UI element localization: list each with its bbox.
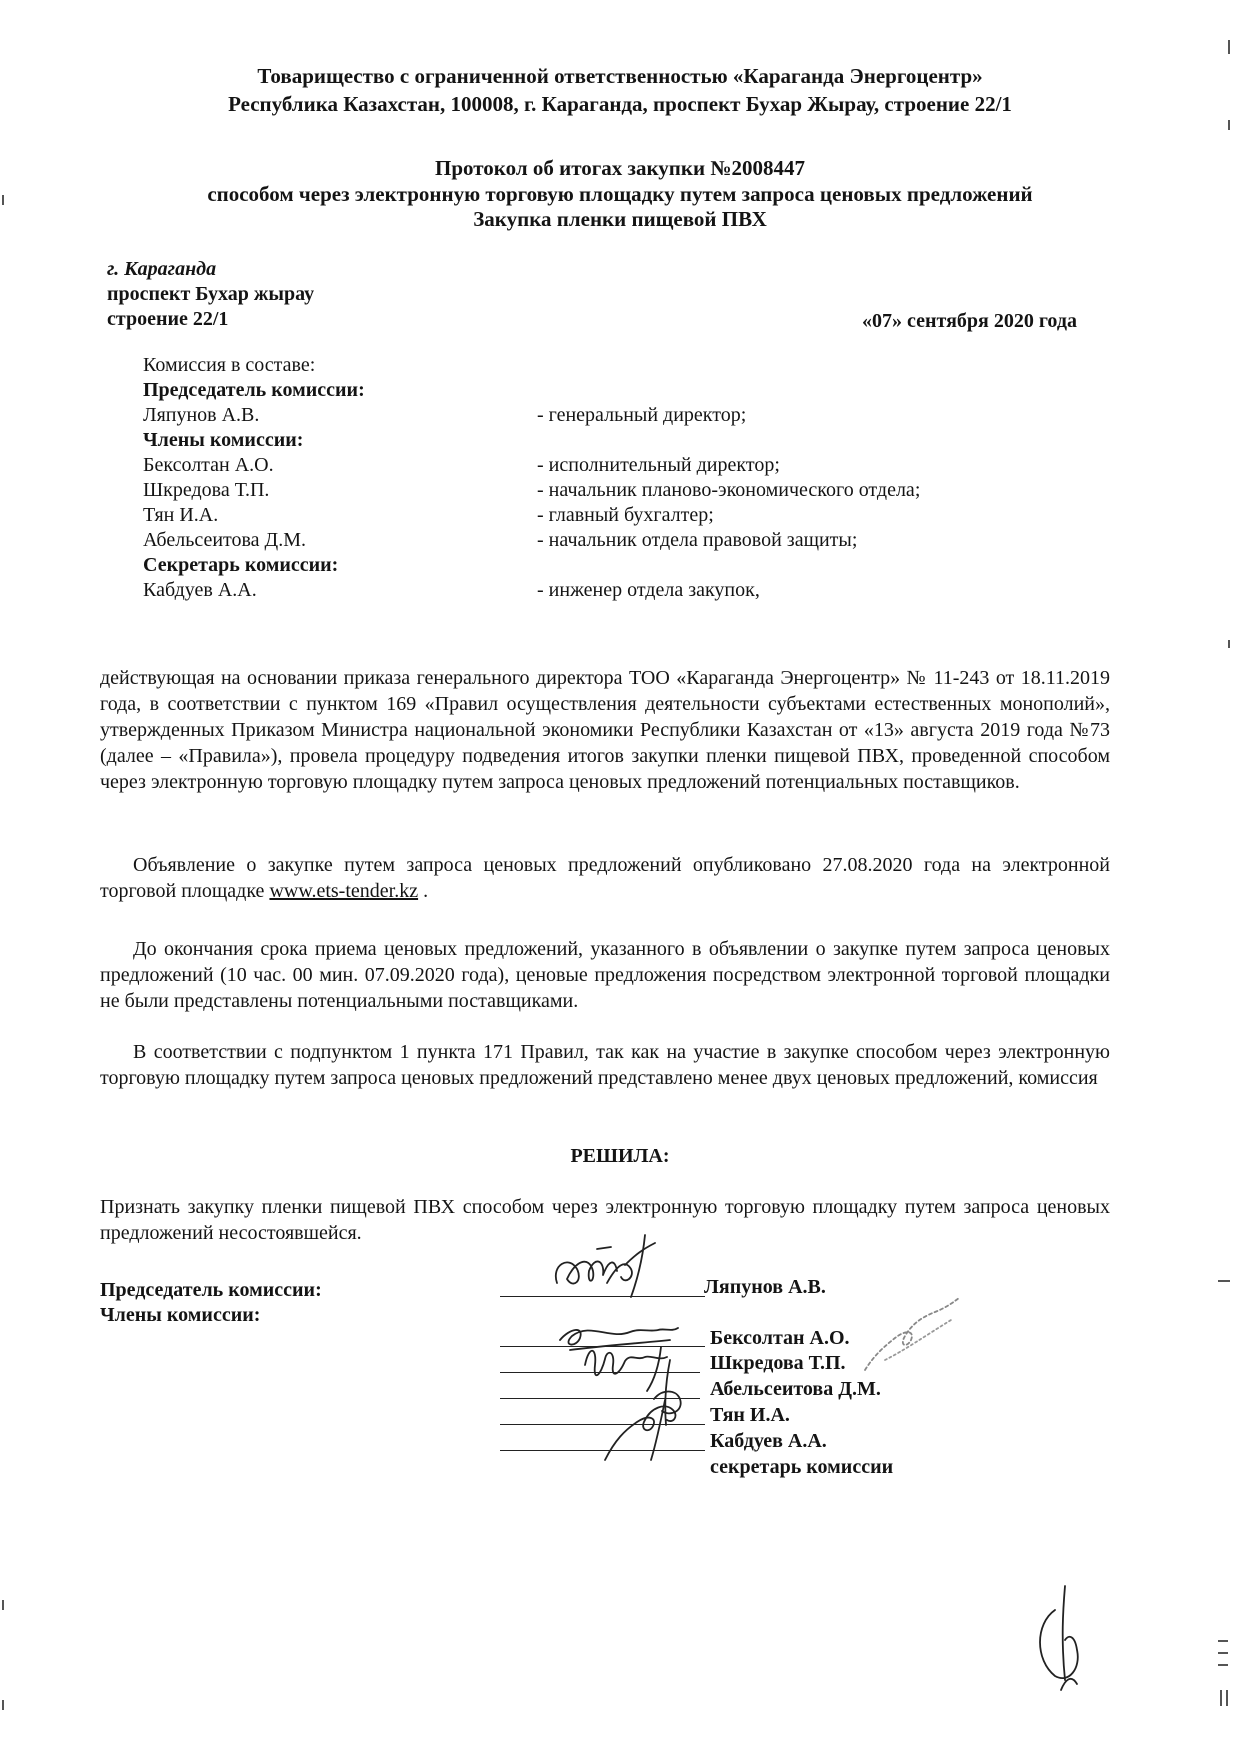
ets-tender-link[interactable]: www.ets-tender.kz: [269, 880, 419, 902]
scan-mark: [1218, 1652, 1228, 1654]
signature-member-name: Кабдуев А.А.: [710, 1430, 827, 1452]
scan-mark: [1228, 120, 1230, 130]
scan-mark: [1218, 1640, 1228, 1642]
initials-handwritten: [1025, 1580, 1095, 1700]
signature-member-name: Шкредова Т.П.: [710, 1352, 846, 1374]
chair-name: Ляпунов А.В.: [143, 404, 260, 426]
paragraph-deadline: [100, 936, 1110, 1014]
announcement-end: .: [418, 880, 429, 902]
document-date: «07» сентября 2020 года: [862, 310, 1077, 332]
scan-mark: [1228, 640, 1230, 648]
procurement-subject: Закупка пленки пищевой ПВХ: [473, 207, 767, 231]
secretary-name: Кабдуев А.А.: [143, 579, 257, 601]
member-name: Бексолтан А.О.: [143, 454, 274, 476]
document-subtitle: способом через электронную торговую площадку путем запроса ценовых предложений: [207, 182, 1033, 206]
organization-address: Республика Казахстан, 100008, г. Караганда, проспект Бухар Жырау, строение 22/1: [228, 92, 1012, 116]
decision-heading: РЕШИЛА:: [570, 1145, 670, 1167]
commission-intro: Комиссия в составе:: [143, 354, 316, 376]
member-name: Тян И.А.: [143, 504, 219, 526]
rule-text: В соответствии с подпунктом 1 пункта 171 Правил, так как на участие в закупке способом через электронную торговую площадку путем запроса ценовых предложений представлено менее двух ценовых предложений, комиссия: [100, 1041, 1110, 1089]
organization-name: Товарищество с ограниченной ответственностью «Караганда Энергоцентр»: [257, 64, 983, 88]
member-role: - исполнительный директор;: [537, 454, 780, 476]
signature-faint-handwritten: [855, 1290, 965, 1380]
paragraph-basis-text: действующая на основании приказа генерального директора ТОО «Караганда Энергоцентр» № 11-243 от 18.11.2019 года, в соответствии с пунктом 169 «Правил осуществления деятельности субъектами естественных монополий», утвержденных Приказом Министра национальной экономики Республики Казахстан от «13» августа 2019 года №73 (далее – «Правила»), провела процедуру подведения итогов закупки пленки пищевой ПВХ, проведенной способом через электронную торговую площадку путем запроса ценовых предложений потенциальных поставщиков.: [100, 667, 1110, 793]
scan-mark: [2, 1700, 4, 1710]
signature-tyan-handwritten: [595, 1390, 705, 1470]
member-name: Абельсеитова Д.М.: [143, 529, 306, 551]
decision-text: Признать закупку пленки пищевой ПВХ способом через электронную торговую площадку путем запроса ценовых предложений несостоявшейся.: [100, 1196, 1110, 1244]
announcement-text: Объявление о закупке путем запроса ценовых предложений опубликовано 27.08.2020 года на электронной торговой площадке: [100, 854, 1110, 902]
document-title: Протокол об итогах закупки №2008447: [435, 156, 805, 180]
scan-mark: [2, 1600, 4, 1610]
scan-mark: [1218, 1664, 1228, 1666]
paragraph-announcement: [100, 852, 1110, 904]
chair-heading: Председатель комиссии:: [143, 379, 365, 401]
scan-mark: [1226, 1690, 1228, 1706]
deadline-text: До окончания срока приема ценовых предложений, указанного в объявлении о закупке путем запроса ценовых предложений (10 час. 00 мин. 07.09.2020 года), ценовые предложения посредством электронной торговой площадки не были представлены потенциальными поставщиками.: [100, 938, 1110, 1012]
scan-mark: [1218, 1280, 1230, 1282]
scan-mark: [1228, 40, 1230, 54]
members-heading: Члены комиссии:: [143, 429, 304, 451]
paragraph-basis: [100, 665, 1110, 795]
city: г. Караганда: [107, 258, 217, 280]
signature-chair-label: Председатель комиссии:: [100, 1279, 322, 1301]
signature-member-name: Тян И.А.: [710, 1404, 790, 1426]
signature-chair-handwritten: [545, 1225, 685, 1305]
secretary-role: - инженер отдела закупок,: [537, 579, 760, 601]
signature-member-name: Абельсеитова Д.М.: [710, 1378, 881, 1400]
signature-secretary-note: секретарь комиссии: [710, 1456, 894, 1478]
chair-role: - генеральный директор;: [537, 404, 747, 426]
secretary-heading: Секретарь комиссии:: [143, 554, 339, 576]
signature-member-name: Бексолтан А.О.: [710, 1327, 850, 1349]
building: строение 22/1: [107, 308, 229, 330]
street: проспект Бухар жырау: [107, 283, 315, 305]
member-role: - главный бухгалтер;: [537, 504, 714, 526]
scan-mark: [1220, 1690, 1222, 1706]
signature-members-label: Члены комиссии:: [100, 1304, 261, 1326]
paragraph-rule: [100, 1039, 1110, 1091]
member-role: - начальник планово-экономического отдела;: [537, 479, 921, 501]
member-role: - начальник отдела правовой защиты;: [537, 529, 858, 551]
member-name: Шкредова Т.П.: [143, 479, 270, 501]
scan-mark: [2, 195, 4, 205]
signature-chair-name: Ляпунов А.В.: [704, 1276, 826, 1298]
